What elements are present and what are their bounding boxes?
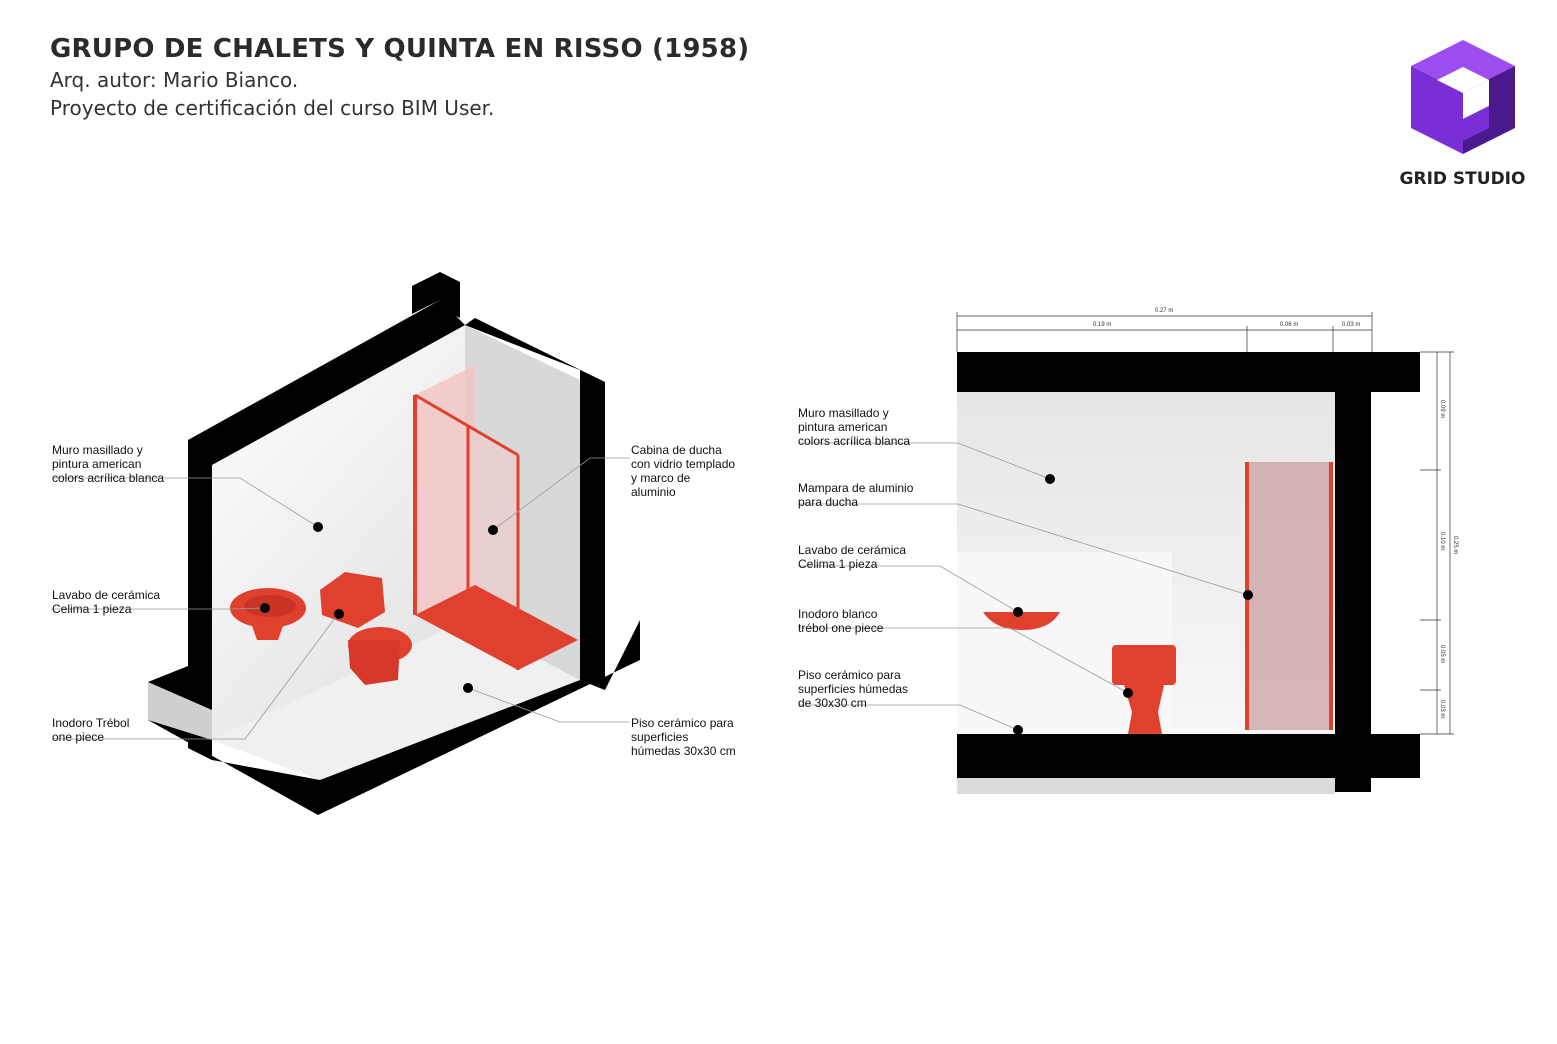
axo-label-toilet: Inodoro Trébol one piece — [52, 716, 130, 744]
sec-label-wall: Muro masillado y pintura american colors acrílica blanca — [798, 406, 911, 448]
axo-marker-sink — [260, 603, 270, 613]
sec-marker-sink — [1013, 607, 1023, 617]
project-line: Proyecto de certificación del curso BIM User. — [50, 96, 495, 120]
dim-total-height: 0.25 m — [1452, 536, 1458, 555]
axo-label-sink: Lavabo de cerámica Celima 1 pieza — [52, 588, 161, 616]
sec-shower-screen — [1245, 462, 1333, 730]
sec-label-floor: Piso cerámico para superficies húmedas de 30x30 cm — [798, 668, 909, 710]
axo-marker-toilet — [334, 609, 344, 619]
sec-marker-wall — [1045, 474, 1055, 484]
axo-label-wall: Muro masillado y pintura american colors acrílica blanca — [52, 443, 165, 485]
dim-h4: 0.03 m — [1439, 700, 1445, 719]
sec-toilet-tank — [1112, 645, 1176, 685]
axo-marker-floor — [463, 683, 473, 693]
axo-marker-wall — [313, 522, 323, 532]
dim-w3: 0.03 m — [1342, 322, 1361, 328]
axonometric-view — [52, 272, 640, 815]
sec-label-sink: Lavabo de cerámica Celima 1 pieza — [798, 543, 907, 571]
dim-total-width: 0.27 m — [1155, 308, 1174, 314]
axo-marker-shower — [488, 525, 498, 535]
page-title: GRUPO DE CHALETS Y QUINTA EN RISSO (1958) — [50, 34, 750, 64]
author-line: Arq. autor: Mario Bianco. — [50, 68, 299, 92]
dim-w1: 0.19 m — [1093, 322, 1112, 328]
sec-label-screen: Mampara de aluminio para ducha — [798, 481, 914, 509]
axo-label-shower: Cabina de ducha con vidrio templado y marco de aluminio — [631, 443, 736, 499]
axo-wall-right — [580, 370, 605, 690]
logo-text: GRID STUDIO — [1399, 169, 1526, 189]
dim-h1: 0.09 m — [1439, 400, 1445, 419]
dim-h2: 0.10 m — [1439, 532, 1445, 551]
sec-wall-right — [1335, 352, 1371, 792]
dim-h3: 0.05 m — [1439, 645, 1445, 664]
dim-w2: 0.06 m — [1280, 322, 1299, 328]
sec-marker-screen — [1243, 590, 1253, 600]
sec-marker-toilet — [1123, 688, 1133, 698]
axo-label-floor: Piso cerámico para superficies húmedas 30x30 cm — [631, 716, 736, 758]
sec-label-toilet: Inodoro blanco trébol one piece — [798, 607, 884, 635]
sec-slab-bottom — [957, 734, 1420, 778]
sec-marker-floor — [1013, 725, 1023, 735]
